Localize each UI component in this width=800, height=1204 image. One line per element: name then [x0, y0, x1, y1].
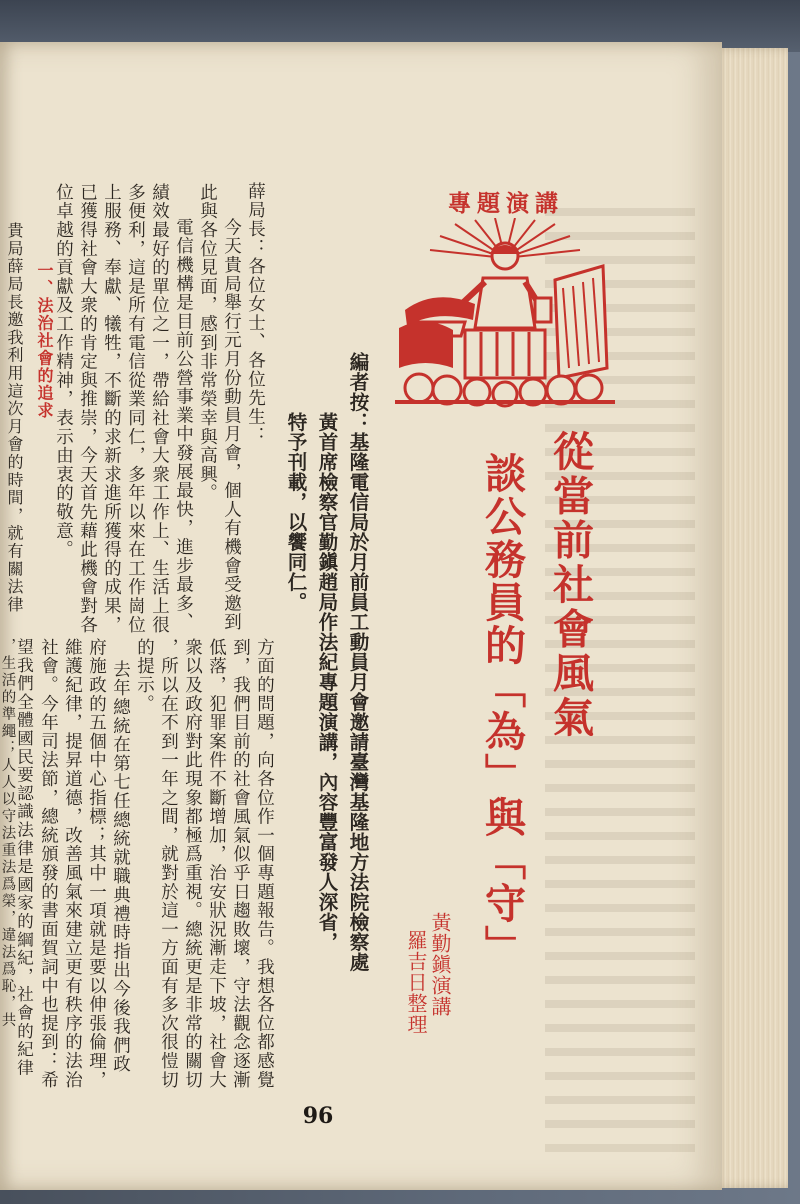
- section-title: 一、法治社會的追求: [35, 262, 54, 420]
- body-line: 社會。今年司法節，總統頒發的書面賀詞中也提到：希: [38, 638, 59, 1090]
- body-line: 低落，犯罪案件不斷增加，治安狀況漸走下坡，社會大: [206, 638, 227, 1090]
- body-line: ，生活的準繩；人人以守法重法爲榮，違法爲恥，共: [0, 638, 16, 1029]
- body-line: ，所以在不到一年之間，就對於這一方面有多次很愷切: [158, 638, 179, 1090]
- body-line: 績效最好的單位之一，帶給社會大衆工作上、生活上很: [149, 183, 170, 635]
- byline-speaker: 黃勤鎭演講: [428, 912, 452, 1017]
- body-line: 去年總統在第七任總統就職典禮時指出今後我們政: [110, 660, 131, 1074]
- section-heading: 專題演講: [448, 191, 564, 217]
- body-line: 薛局長：各位女士、各位先生：: [245, 182, 266, 446]
- body-line: 多便利，這是所有電信從業同仁，多年以來在工作崗位: [125, 183, 146, 635]
- body-line: 方面的問題，向各位作一個專題報告。我想各位都感覺: [254, 638, 275, 1090]
- body-line: 的提示。: [134, 638, 155, 714]
- body-line: 維護紀律，提昇道德，改善風氣來建立更有秩序的法治: [62, 638, 83, 1090]
- continuation-line: 貴局薛局長邀我利用這次月會的時間，就有關法律: [5, 222, 24, 614]
- editor-note-line: 特予刊載，以饗同仁。: [284, 412, 308, 612]
- body-line: 上服務、奉獻、犧牲，不斷的求新求進所獲得的成果，: [101, 183, 122, 635]
- book-page-edges: [712, 48, 788, 1188]
- article-title-line-1: 從當前社會風氣: [546, 430, 594, 741]
- body-line: 位卓越的貢獻及工作精神，表示由衷的敬意。: [53, 183, 74, 559]
- body-line: 府施政的五個中心指標；其中一項就是要以伸張倫理，: [86, 638, 107, 1090]
- body-line: 望我們全體國民要認識法律是國家的綱紀，社會的紀律: [14, 638, 34, 1078]
- body-line: 此與各位見面，感到非常榮幸與高興。: [197, 183, 218, 503]
- body-line: 今天貴局舉行元月份動員月會，個人有機會受邀到: [221, 218, 242, 632]
- body-line: 到，我們目前的社會風氣似乎日趨敗壞，守法觀念逐漸: [230, 638, 251, 1090]
- page-number: 96: [302, 1103, 334, 1129]
- body-line: 電信機構是目前公營事業中發展最快，進步最多、: [173, 218, 194, 632]
- woodcut-illustration: [395, 218, 615, 408]
- byline-editor: 羅吉日整理: [404, 930, 428, 1035]
- body-line: 已獲得社會大衆的肯定與推崇，今天首先藉此機會對各: [77, 183, 98, 635]
- body-line: 衆以及政府對此現象都極爲重視。總統更是非常的關切: [182, 638, 203, 1090]
- editor-note-line: 編者按：基隆電信局於月前員工動員月會邀請臺灣基隆地方法院檢察處: [346, 352, 370, 972]
- article-title-line-2: 談公務員的「為」與「守」: [478, 452, 526, 968]
- editor-note-line: 黃首席檢察官勤鎭趙局作法紀專題演講，內容豐富發人深省，: [315, 412, 339, 952]
